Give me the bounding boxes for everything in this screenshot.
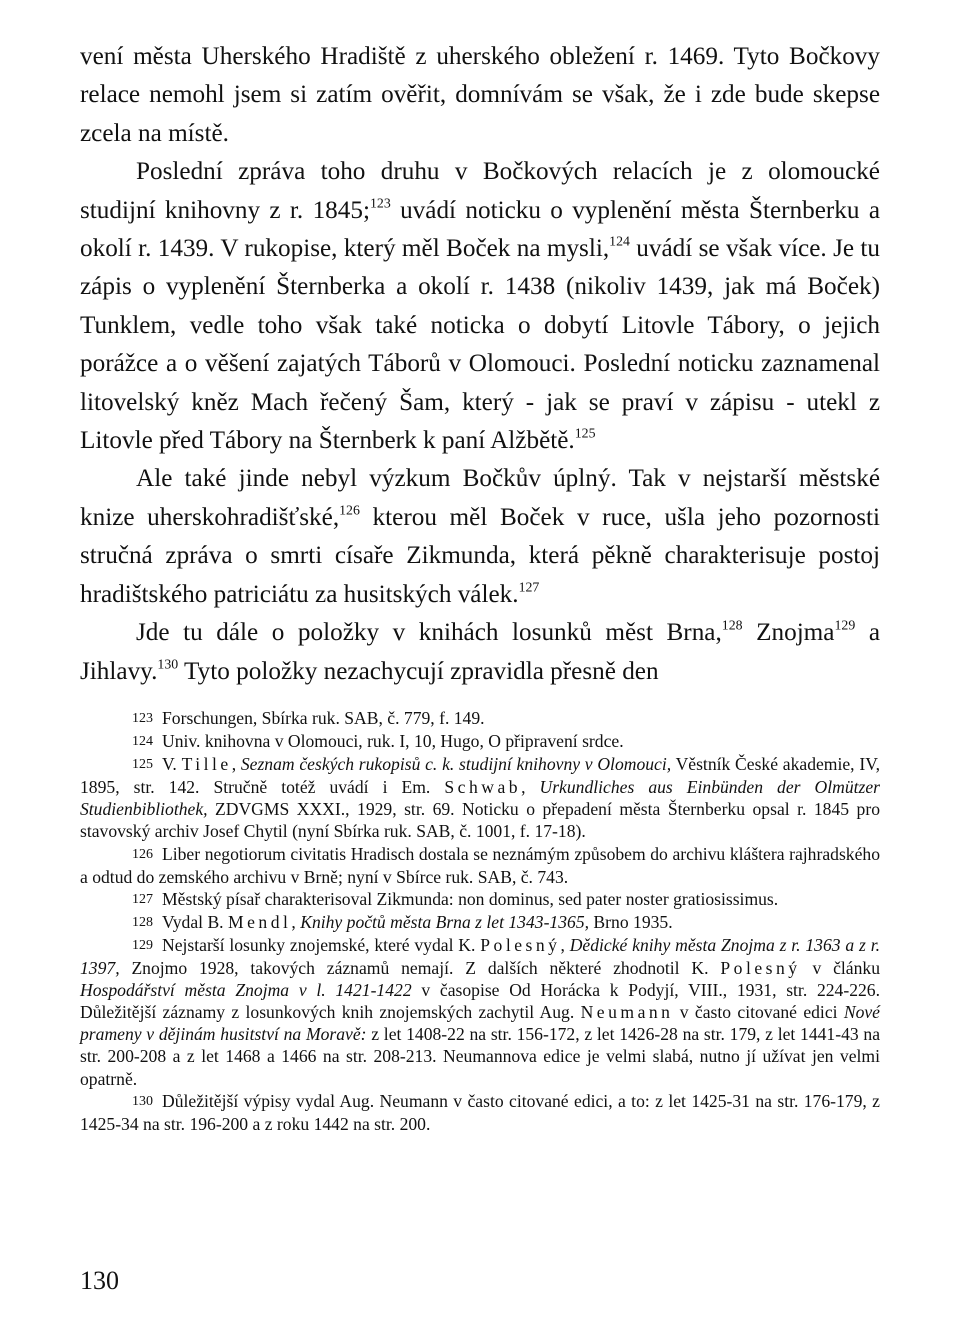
text-run: uvádí se však více. Je tu zápis o vyplenění Šternberka a okolí r. 1438 (nikoliv 1439, jak má Boček) Tunklem, vedle toho však také noticka o dobytí Litovle Tábory, o jejich porážce a o věšení zajatých Táborů v Olomouci. Poslední noticku zaznamenal litovelský kněz Mach řečený Šam, který - jak se praví v zápisu - utekl z Litovle před Tábory na Šternberk k paní Alžbětě. (80, 235, 880, 455)
footnote-text: Věstník České akademie, IV, 1895, str. 142. Stručně totéž uvádí i Em. (80, 754, 881, 798)
footnote-text: Univ. knihovna v Olomouci, ruk. I, 10, Hugo, O připravení srdce. (162, 731, 624, 752)
author-name: Tille (181, 754, 232, 775)
title-italic: Seznam českých rukopisů c. k. studijní knihovny v Olomouci, (240, 754, 672, 775)
footnote-text: Městský písař charakterisoval Zikmunda: non dominus, sed pater noster gratiosissimus. (162, 888, 779, 909)
text-run: Tyto položky nezachycují zpravidla přesně den (178, 657, 659, 685)
author-name: Polesný (480, 934, 561, 955)
footnote-ref-124[interactable]: 124 (609, 233, 630, 249)
footnote-123 (80, 707, 880, 730)
text-run: Znojma (742, 619, 835, 647)
text-run: uvádí noticku o vyplenění města Šternberku a okolí r. 1439. V rukopise, který měl Boček na mysli, (80, 196, 881, 263)
footnote-number: 128 (132, 914, 153, 930)
footnote-text: Liber negotiorum civitatis Hradisch dostala se neznámým způsobem do archivu kláštera rajhradského a odtud do zemského archivu v Brně; nyní v Sbírce ruk. SAB, č. 743. (80, 843, 880, 887)
title-italic: Knihy počtů města Brna z let 1343-1365, (300, 911, 590, 932)
text-run: a Jihlavy. (80, 619, 880, 685)
text-run: Jde tu dále o položky v knihách losunků měst Brna, (136, 619, 722, 647)
footnote-125: 125 V. Tille, Seznam českých rukopisů c. k. studijní knihovny v Olomouci, Věstník České akademie, IV, 1895, str. 142. Stručně totéž uvádí i Em. Schwab, Urkundliches aus Einbünden der Olmützer Studienbibliothek, ZDVGMS XXXI., 1929, str. 69. Noticku o přepadení města Šternberku opsal r. 1845 pro stavovský archiv Josef Chytil (nyní Sbírka ruk. SAB, č. 1001, f. 17-18). (80, 754, 881, 842)
footnote-text: Forschungen, Sbírka ruk. SAB, č. 779, f. 149. (162, 708, 485, 728)
title-italic: Hospodářství města Znojma v l. 1421-1422 (80, 980, 412, 1001)
main-text (80, 38, 880, 691)
footnote-129: 129 Nejstarší losunky znojemské, které vydal K. Polesný, Dědické knihy města Znojma z r. 1363 a z r. 1397, Znojmo 1928, takových záznamů nemají. Z dalších některé zhodnotil K. Polesný v článku Hospodářství města Znojma v l. 1421-1422 v časopise Od Horácka k Podyjí, VIII., 1931, str. 224-226. Důležitější záznamy z losunkových knih znojemských zachytil Aug. Neumann v často citované edici Nové prameny v dějinám husitství na Moravě: z let 1408-22 na str. 156-172, z let 1426-28 na str. 179, z let 1441-43 na str. 200-208 a z let 1468 a 1466 na str. 208-213. Neumannova edice je velmi slabá, nutno jí užívat jen velmi opatrně. (80, 934, 881, 1089)
footnote-ref-129[interactable]: 129 (834, 617, 856, 633)
footnote-text: v článku (800, 958, 880, 979)
text-run: vení města Uherského Hradiště z uherského obležení r. 1469. Tyto Bočkovy relace nemohl jsem si zatím ověřit, domnívám se však, že i zde bude skepse zcela na místě. (80, 43, 880, 147)
paragraph-3 (80, 460, 880, 614)
footnote-text: V. (162, 754, 182, 775)
footnote-text: ZDVGMS XXXI., 1929, str. 69. Noticku o přepadení města Šternberku opsal r. 1845 pro stavovský archiv Josef Chytil (nyní Sbírka ruk. SAB, č. 1001, f. 17-18). (80, 799, 880, 842)
footnote-text: z let 1408-22 na str. 156-172, z let 1426-28 na str. 179, z let 1441-43 na str. 200-208 a z let 1468 a 1466 na str. 208-213. Neumannova edice je velmi slabá, nutno jí užívat jen velmi opatrně. (80, 1024, 881, 1089)
footnote-ref-128[interactable]: 128 (721, 617, 743, 633)
paragraph-2 (80, 153, 880, 460)
paragraph-1 (80, 38, 880, 153)
footnote-text: v časopise Od Horácka k Podyjí, VIII., 1931, str. 224-226. Důležitější záznamy z losunkových knih znojemských zachytil Aug. (80, 980, 880, 1023)
footnote-ref-125[interactable]: 125 (574, 425, 596, 441)
footnote-ref-126[interactable]: 126 (339, 502, 360, 518)
footnotes (80, 707, 880, 1135)
footnote-126 (80, 843, 880, 888)
footnote-text: Brno 1935. (589, 911, 673, 932)
title-italic: Nové prameny v dějinám husitství na Moravě: (80, 1002, 880, 1045)
footnote-127 (80, 888, 880, 911)
footnote-number: 123 (132, 711, 153, 726)
footnote-ref-127[interactable]: 127 (518, 579, 540, 595)
paragraph-4 (80, 614, 880, 691)
footnote-number: 130 (132, 1093, 153, 1109)
footnote-text: Znojmo 1928, takových záznamů nemají. Z dalších některé zhodnotil K. (119, 958, 721, 979)
footnote-number: 126 (132, 846, 153, 862)
author-name: Neumann (580, 1002, 674, 1023)
footnote-number: 125 (132, 757, 153, 773)
footnote-text: Důležitější výpisy vydal Aug. Neumann v často citované edici, a to: z let 1425-31 na str. 176-179, z 1425-34 na str. 196-200 a z roku 1442 na str. 200. (80, 1090, 880, 1134)
author-name: Schwab (444, 777, 522, 798)
footnote-number: 124 (132, 734, 153, 750)
footnote-128: 128 Vydal B. Mendl, Knihy počtů města Brna z let 1343-1365, Brno 1935. (80, 911, 880, 934)
text-run: kterou měl Boček v ruce, ušla jeho pozornosti stručná zpráva o smrti císaře Zikmunda, která pěkně charakterisuje postoj hradištského patriciátu za husitských válek. (80, 503, 880, 608)
footnote-text: Nejstarší losunky znojemské, které vydal K. (162, 934, 481, 955)
page-number: 130 (80, 1266, 119, 1295)
footnote-ref-130[interactable]: 130 (157, 656, 179, 672)
title-italic: Dědické knihy města Znojma z r. 1363 a z r. 1397, (80, 934, 881, 979)
footnote-number: 127 (132, 891, 153, 907)
footnote-ref-123[interactable]: 123 (369, 195, 391, 211)
footnote-130 (80, 1090, 880, 1135)
footnote-124 (80, 730, 880, 753)
text-run: Poslední zpráva toho druhu v Bočkových relacích je z olomoucké studijní knihovny z r. 1845; (80, 158, 880, 224)
text-run: Ale také jinde nebyl výzkum Bočkův úplný. Tak v nejstarší městské knize uherskohradišťské, (80, 465, 880, 531)
author-name: Mendl (227, 911, 292, 932)
footnote-text: v často citované edici (673, 1002, 844, 1023)
title-italic: Urkundliches aus Einbünden der Olmützer Studienbibliothek, (80, 777, 881, 820)
footnote-text: Vydal B. (162, 911, 228, 932)
footnote-number: 129 (132, 937, 153, 953)
author-name: Polesný (720, 958, 801, 979)
